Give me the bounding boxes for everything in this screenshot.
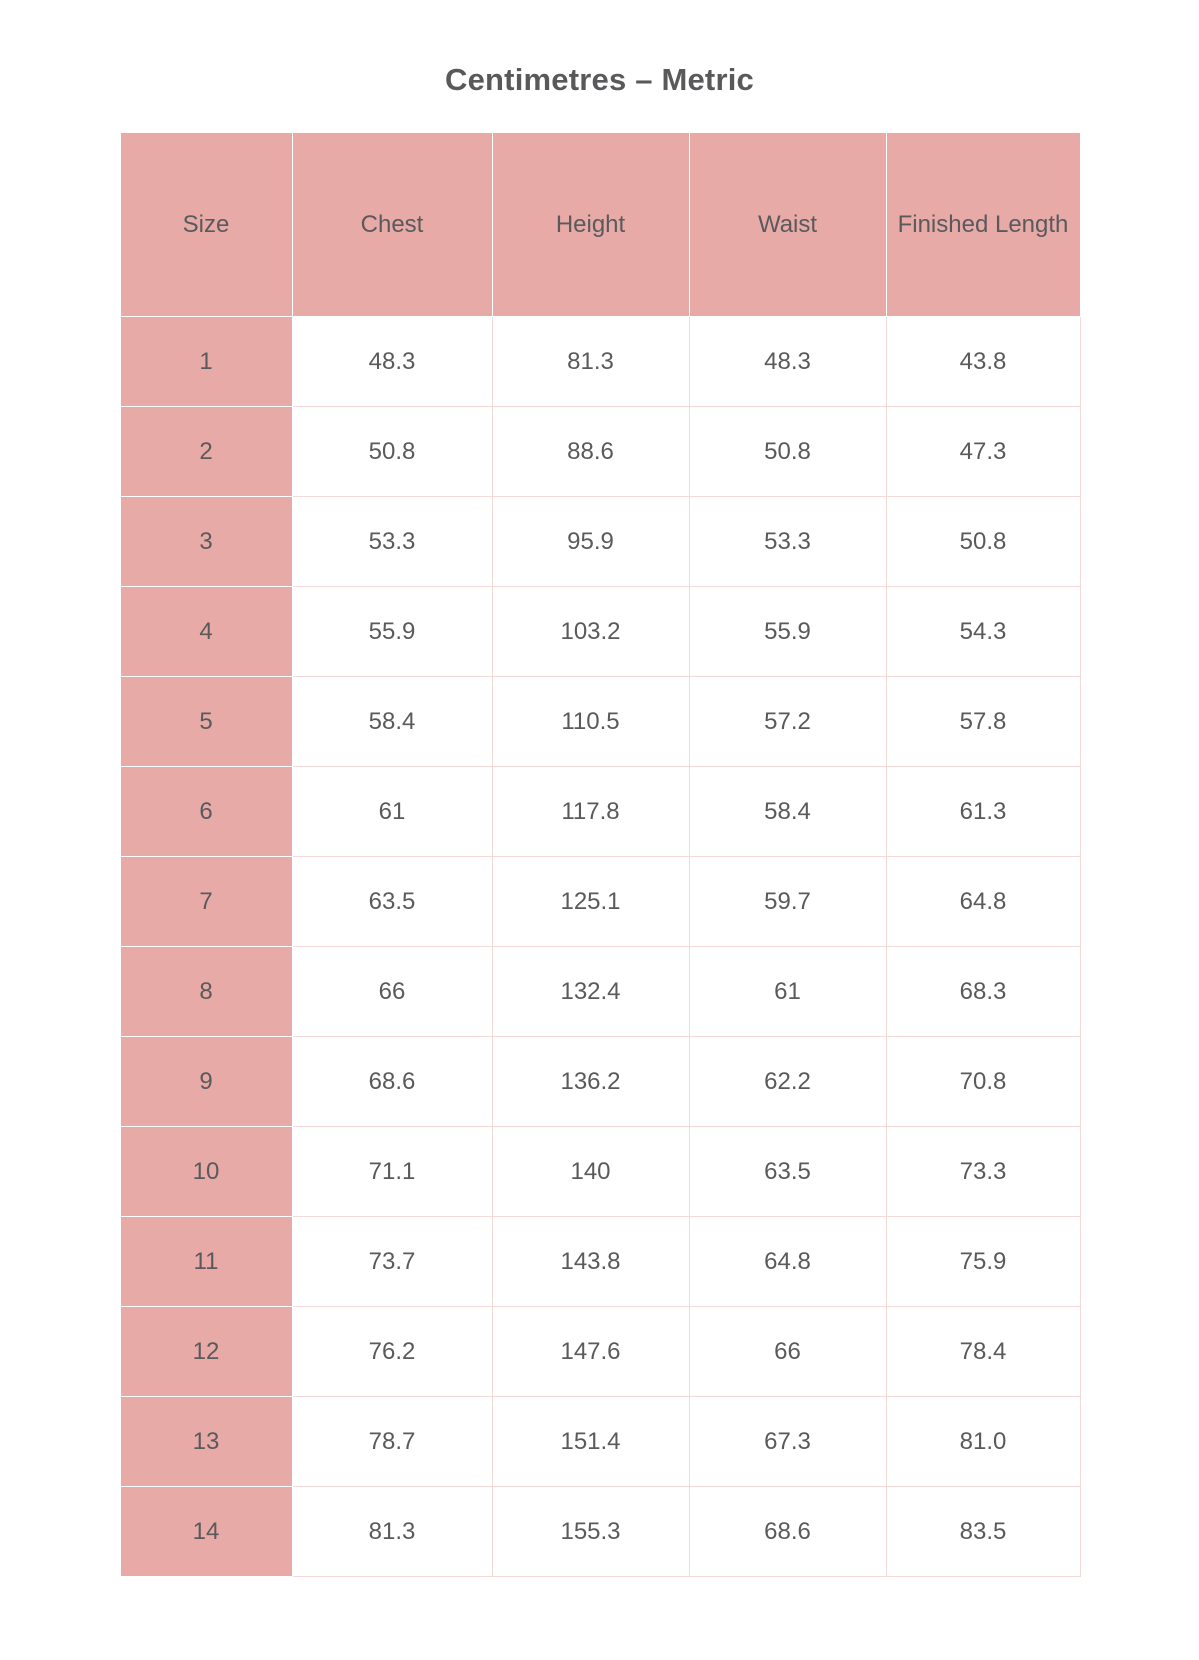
cell-waist: 66 xyxy=(689,1307,886,1397)
page-title: Centimetres – Metric xyxy=(445,62,754,97)
column-header-height: Height xyxy=(492,133,689,317)
cell-size: 2 xyxy=(120,407,292,497)
cell-height: 155.3 xyxy=(492,1487,689,1577)
cell-size: 1 xyxy=(120,317,292,407)
table-row xyxy=(120,1307,1080,1397)
cell-chest: 63.5 xyxy=(292,857,492,947)
cell-finished-length: 57.8 xyxy=(886,677,1080,767)
cell-height: 143.8 xyxy=(492,1217,689,1307)
table-row xyxy=(120,677,1080,767)
cell-finished-length: 78.4 xyxy=(886,1307,1080,1397)
column-header-chest: Chest xyxy=(292,133,492,317)
cell-waist: 53.3 xyxy=(689,497,886,587)
cell-waist: 63.5 xyxy=(689,1127,886,1217)
cell-size: 9 xyxy=(120,1037,292,1127)
cell-waist: 55.9 xyxy=(689,587,886,677)
cell-waist: 50.8 xyxy=(689,407,886,497)
column-header-waist: Waist xyxy=(689,133,886,317)
cell-chest: 73.7 xyxy=(292,1217,492,1307)
cell-waist: 61 xyxy=(689,947,886,1037)
cell-chest: 81.3 xyxy=(292,1487,492,1577)
cell-chest: 78.7 xyxy=(292,1397,492,1487)
cell-chest: 50.8 xyxy=(292,407,492,497)
cell-height: 95.9 xyxy=(492,497,689,587)
cell-chest: 58.4 xyxy=(292,677,492,767)
cell-height: 110.5 xyxy=(492,677,689,767)
cell-finished-length: 70.8 xyxy=(886,1037,1080,1127)
cell-height: 88.6 xyxy=(492,407,689,497)
table-row xyxy=(120,767,1080,857)
table-row xyxy=(120,1217,1080,1307)
cell-chest: 71.1 xyxy=(292,1127,492,1217)
cell-height: 103.2 xyxy=(492,587,689,677)
cell-size: 11 xyxy=(120,1217,292,1307)
cell-size: 8 xyxy=(120,947,292,1037)
cell-height: 117.8 xyxy=(492,767,689,857)
cell-finished-length: 75.9 xyxy=(886,1217,1080,1307)
cell-chest: 55.9 xyxy=(292,587,492,677)
cell-finished-length: 81.0 xyxy=(886,1397,1080,1487)
table-body xyxy=(120,317,1080,1577)
cell-chest: 61 xyxy=(292,767,492,857)
cell-size: 12 xyxy=(120,1307,292,1397)
table-row xyxy=(120,1487,1080,1577)
table-row xyxy=(120,317,1080,407)
cell-waist: 58.4 xyxy=(689,767,886,857)
cell-finished-length: 43.8 xyxy=(886,317,1080,407)
cell-height: 140 xyxy=(492,1127,689,1217)
table-row xyxy=(120,947,1080,1037)
cell-finished-length: 54.3 xyxy=(886,587,1080,677)
cell-height: 132.4 xyxy=(492,947,689,1037)
table-row xyxy=(120,497,1080,587)
size-chart-table xyxy=(120,132,1081,1577)
cell-chest: 76.2 xyxy=(292,1307,492,1397)
cell-height: 147.6 xyxy=(492,1307,689,1397)
cell-finished-length: 73.3 xyxy=(886,1127,1080,1217)
cell-waist: 59.7 xyxy=(689,857,886,947)
cell-chest: 68.6 xyxy=(292,1037,492,1127)
cell-chest: 53.3 xyxy=(292,497,492,587)
cell-finished-length: 64.8 xyxy=(886,857,1080,947)
cell-size: 4 xyxy=(120,587,292,677)
cell-height: 81.3 xyxy=(492,317,689,407)
cell-finished-length: 50.8 xyxy=(886,497,1080,587)
cell-height: 151.4 xyxy=(492,1397,689,1487)
cell-size: 7 xyxy=(120,857,292,947)
size-chart-container xyxy=(120,132,1080,1577)
cell-size: 13 xyxy=(120,1397,292,1487)
cell-size: 3 xyxy=(120,497,292,587)
table-row xyxy=(120,1037,1080,1127)
table-header xyxy=(120,133,1080,317)
table-row xyxy=(120,407,1080,497)
cell-finished-length: 47.3 xyxy=(886,407,1080,497)
column-header-size: Size xyxy=(120,133,292,317)
cell-height: 125.1 xyxy=(492,857,689,947)
cell-chest: 48.3 xyxy=(292,317,492,407)
cell-waist: 48.3 xyxy=(689,317,886,407)
cell-size: 10 xyxy=(120,1127,292,1217)
cell-finished-length: 83.5 xyxy=(886,1487,1080,1577)
column-header-finished-length: Finished Length xyxy=(886,133,1080,317)
cell-size: 14 xyxy=(120,1487,292,1577)
table-row xyxy=(120,1397,1080,1487)
cell-waist: 57.2 xyxy=(689,677,886,767)
cell-size: 5 xyxy=(120,677,292,767)
cell-waist: 68.6 xyxy=(689,1487,886,1577)
cell-chest: 66 xyxy=(292,947,492,1037)
cell-waist: 62.2 xyxy=(689,1037,886,1127)
cell-finished-length: 61.3 xyxy=(886,767,1080,857)
table-row xyxy=(120,857,1080,947)
table-row xyxy=(120,587,1080,677)
cell-waist: 64.8 xyxy=(689,1217,886,1307)
cell-size: 6 xyxy=(120,767,292,857)
table-row xyxy=(120,1127,1080,1217)
cell-waist: 67.3 xyxy=(689,1397,886,1487)
table-header-row xyxy=(120,133,1080,317)
cell-finished-length: 68.3 xyxy=(886,947,1080,1037)
cell-height: 136.2 xyxy=(492,1037,689,1127)
